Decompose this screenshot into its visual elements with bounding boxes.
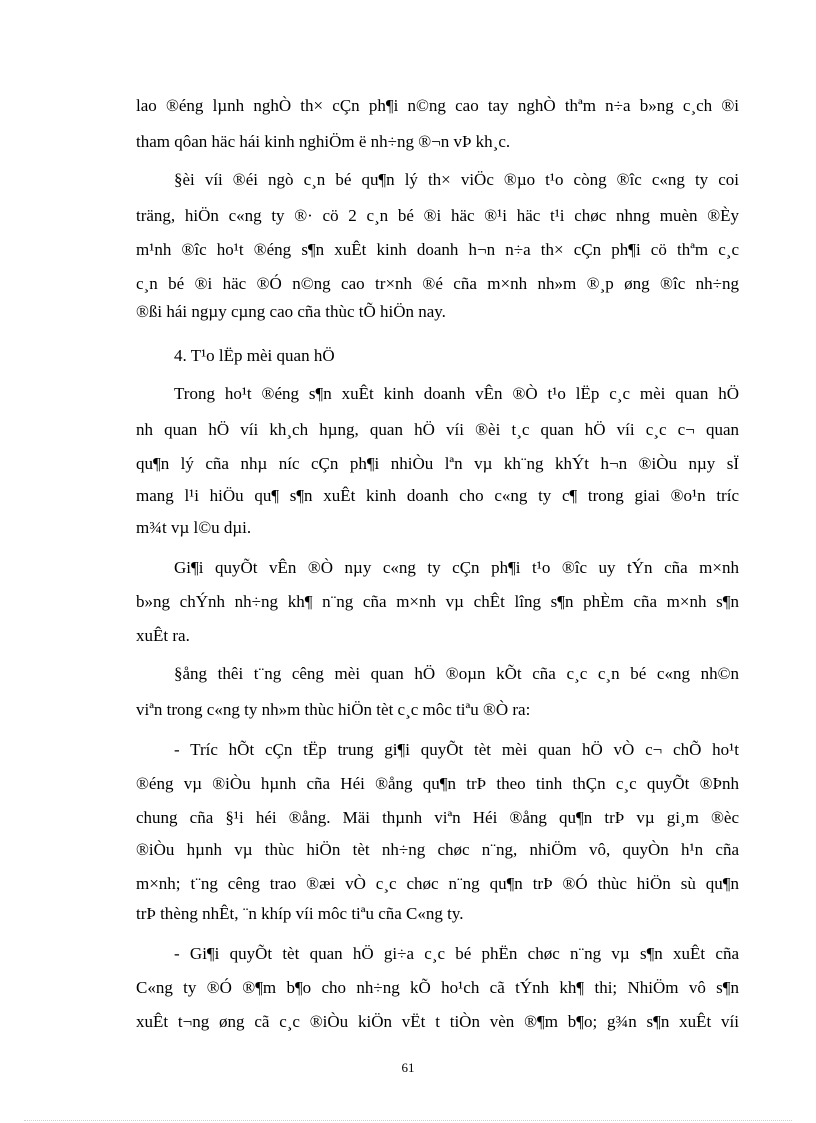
text-line: b»ng chÝnh nh÷ng kh¶ n¨ng cña m×nh vµ chÊt lîng s¶n phÈm cña m×nh s¶n	[136, 592, 739, 611]
text-line: §ång thêi t¨ng cêng mèi quan hÖ ®oµn kÕt cña c¸c c¸n bé c«ng nh©n	[174, 664, 739, 683]
text-line: mang l¹i hiÖu qu¶ s¶n xuÊt kinh doanh cho c«ng ty c¶ trong giai ®o¹n tríc	[136, 486, 739, 505]
text-line: ®éng vµ ®iÒu hµnh cña Héi ®ång qu¶n trÞ theo tinh thÇn c¸c quyÕt ®Þnh	[136, 774, 739, 793]
text-line: §èi víi ®éi ngò c¸n bé qu¶n lý th× viÖc ®µo t¹o còng ®îc c«ng ty coi	[174, 170, 739, 189]
text-line: m¾t vµ l©u dµi.	[136, 518, 252, 537]
text-line: - Tríc hÕt cÇn tËp trung gi¶i quyÕt tèt mèi quan hÖ vÒ c¬ chÕ ho¹t	[174, 740, 739, 759]
text-line: qu¶n lý cña nhµ níc cÇn ph¶i nhiÒu lªn vµ kh¨ng khÝt h¬n ®iÒu nµy sÏ	[136, 454, 739, 473]
text-line: träng, hiÖn c«ng ty ®· cö 2 c¸n bé ®i häc ®¹i häc t¹i chøc nhng muèn ®Èy	[136, 206, 739, 225]
text-line: xuÊt t¬ng øng cã c¸c ®iÒu kiÖn vËt t tiÒn vèn ®¶m b¶o; g¾n s¶n xuÊt víi	[136, 1012, 739, 1031]
text-line: m×nh; t¨ng cêng trao ®æi vÒ c¸c chøc n¨ng qu¶n trÞ ®Ó thùc hiÖn sù qu¶n	[136, 874, 739, 893]
text-line: lao ®éng lµnh nghÒ th× cÇn ph¶i n©ng cao tay nghÒ thªm n÷a b»ng c¸ch ®i	[136, 96, 739, 115]
text-line: trÞ thèng nhÊt, ¨n khíp víi môc tiªu cña C«ng ty.	[136, 904, 464, 923]
text-line: Trong ho¹t ®éng s¶n xuÊt kinh doanh vÊn ®Ò t¹o lËp c¸c mèi quan hÖ	[174, 384, 739, 403]
text-line: tham qôan häc hái kinh nghiÖm ë nh÷ng ®¬n vÞ kh¸c.	[136, 132, 511, 151]
text-line: c¸n bé ®i häc ®Ó n©ng cao tr×nh ®é cña m×nh nh»m ®¸p øng ®îc nh÷ng	[136, 274, 739, 293]
page-number: 61	[401, 1060, 415, 1075]
section-heading: 4. T¹o lËp mèi quan hÖ	[174, 346, 335, 365]
text-line: - Gi¶i quyÕt tèt quan hÖ gi÷a c¸c bé phËn chøc n¨ng vµ s¶n xuÊt cña	[174, 944, 739, 963]
text-line: viªn trong c«ng ty nh»m thùc hiÖn tèt c¸c môc tiªu ®Ò ra:	[136, 700, 531, 719]
text-line: ®iÒu hµnh vµ thùc hiÖn tèt nh÷ng chøc n¨ng, nhiÖm vô, quyÒn h¹n cña	[136, 840, 739, 859]
text-line: Gi¶i quyÕt vÊn ®Ò nµy c«ng ty cÇn ph¶i t¹o ®îc uy tÝn cña m×nh	[174, 558, 739, 577]
text-line: C«ng ty ®Ó ®¶m b¶o cho nh÷ng kÕ ho¹ch cã tÝnh kh¶ thi; NhiÖm vô s¶n	[136, 978, 739, 997]
text-line: xuÊt ra.	[136, 626, 190, 645]
page-bottom-border	[24, 1120, 792, 1121]
text-line: m¹nh ®îc ho¹t ®éng s¶n xuÊt kinh doanh h¬n n÷a th× cÇn ph¶i cö thªm c¸c	[136, 240, 739, 259]
text-line: chung cña §¹i héi ®ång. Mäi thµnh viªn Héi ®ång qu¶n trÞ vµ gi¸m ®èc	[136, 808, 739, 827]
text-line: nh quan hÖ víi kh¸ch hµng, quan hÖ víi ®èi t¸c quan hÖ víi c¸c c¬ quan	[136, 420, 739, 439]
text-line: ®ßi hái ngµy cµng cao cña thùc tÕ hiÖn nay.	[136, 302, 446, 321]
